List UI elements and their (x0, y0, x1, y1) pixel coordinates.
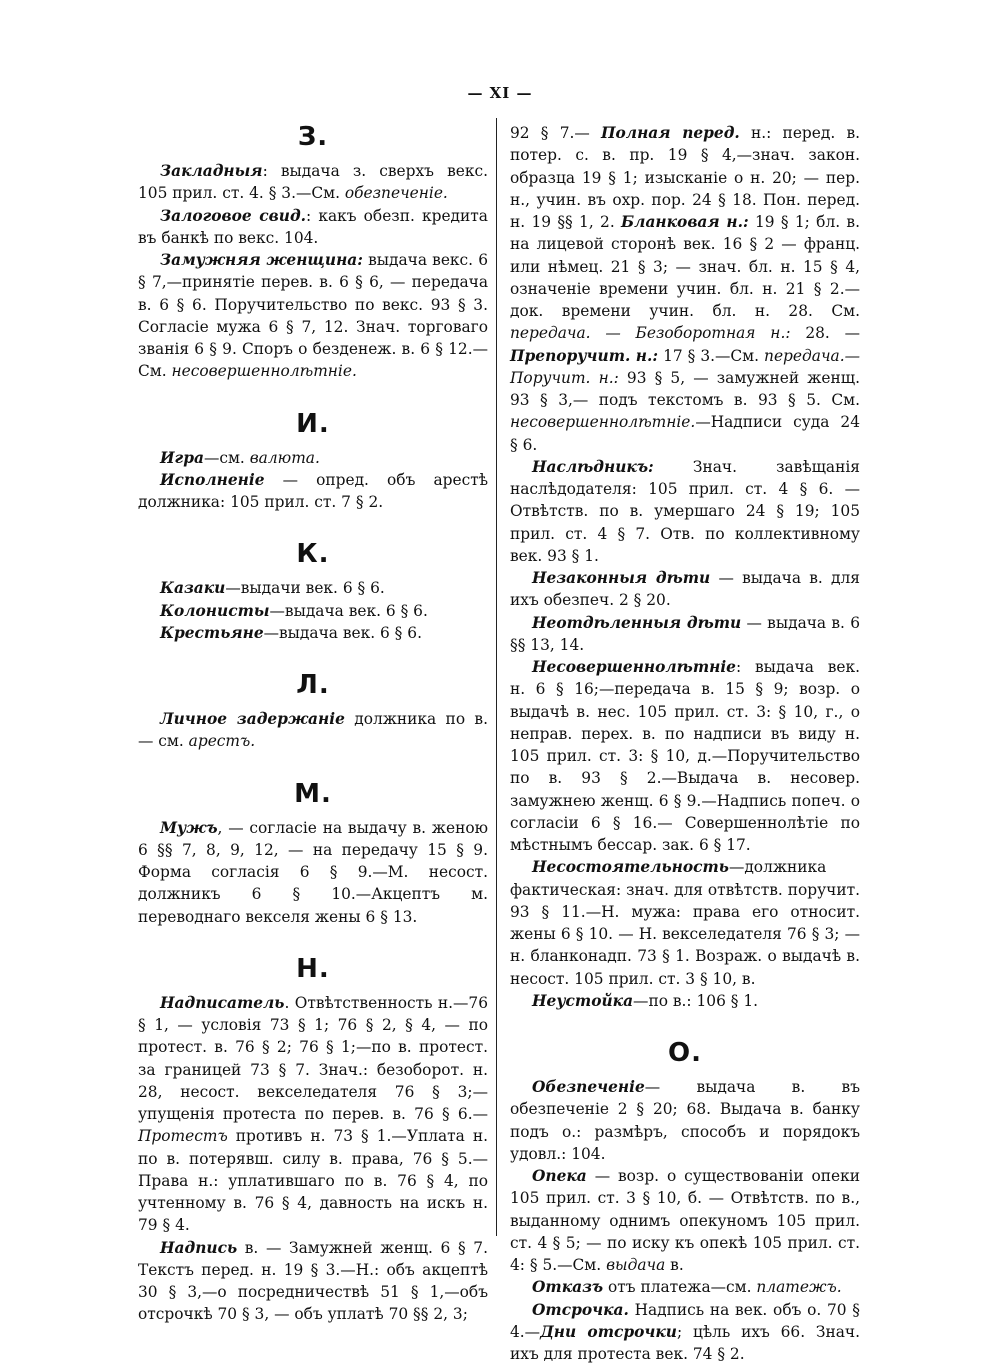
entry-text: отъ платежа—см. (603, 1278, 757, 1297)
cross-reference: передача. — Безоборотная н.: (510, 324, 791, 343)
entry-text: противъ н. 73 § 1.—Уплата н. по в. потерявш. силу в. права, 76 § 5.—Права н.: уплатившаго по в. 76 § 4, по учтенному в. 76 § 4, давность на искъ н. 79 § 4. (138, 1127, 488, 1235)
index-entry (510, 1165, 860, 1276)
entry-text: — выдача в. для ихъ обезпеч. 2 § 20. (510, 569, 860, 610)
entry-text: —по в.: 106 § 1. (633, 991, 759, 1010)
index-entry (138, 577, 488, 599)
index-entry (510, 567, 860, 612)
entry-term: Полная перед. (601, 124, 740, 142)
entry-text: —Надписи суда 24 § 6. (510, 413, 860, 454)
entry-term: Казаки (160, 579, 226, 598)
entry-text: — опред. объ арестѣ должника: 105 прил. ст. 7 § 2. (138, 470, 488, 511)
index-entry (510, 122, 860, 456)
entry-text: н.: перед. в. потер. с. в. пр. 19 § 4,—знач. закон. образца 19 § 1; изысканіе о н. 20; — пер. н., учин. въ охр. пор. 24 § 18. Пон. перед. н. 19 §§ 1, 2. (510, 124, 861, 231)
index-entry (138, 1237, 488, 1326)
entry-text: должника по в. — см. (138, 710, 488, 751)
section-letter: Л. (296, 670, 330, 700)
entry-term: Надпись (160, 1238, 238, 1257)
entry-term: Отсрочка. (532, 1300, 629, 1319)
entry-text: в. (665, 1256, 684, 1274)
index-entry (510, 1299, 860, 1365)
page-number: — XI — (467, 84, 533, 102)
index-entry (138, 249, 488, 383)
entry-term: Отказъ (532, 1278, 604, 1297)
cross-reference: несовершеннолѣтніе. (510, 413, 696, 432)
entry-term: Обезпеченіе (532, 1078, 645, 1096)
entry-text: 17 § 3.—См. (658, 346, 765, 365)
index-entry (510, 456, 860, 567)
cross-reference: обезпеченіе. (344, 184, 448, 203)
entry-term: Несовершеннолѣтніе (532, 658, 736, 676)
entry-term: Надписатель (160, 993, 285, 1012)
section-letter: З. (297, 122, 329, 152)
index-entry (510, 612, 860, 657)
entry-text: 93 § 5, — замужней женщ. 93 § 3,— подъ текстомъ в. 93 § 5. См. (510, 368, 860, 409)
index-entry (510, 1076, 860, 1165)
section-letter: О. (668, 1038, 702, 1068)
entry-text: —см. (203, 448, 250, 467)
entry-text: —должника фактическая: знач. для отвѣтств. поручит. 93 § 11.—Н. мужа: права его относит. жены 6 § 10. — Н. векселедателя 76 § 3; — н. бланконадп. 73 § 1. Возраж. о выдачѣ в. несост. 105 прил. ст. 3 § 10, в. (510, 858, 860, 988)
entry-term: Бланковая н.: (621, 213, 749, 231)
index-entry (138, 817, 488, 928)
entry-text: 19 § 1; бл. в. на лицевой сторонѣ век. 16 § 2 — франц. или нѣмец. 21 § 3; — знач. бл. н. 15 § 4, означеніе времени учин. бл. н. 21 § 2.—док. времени учин. бл. н. 28. См. (510, 213, 860, 320)
index-entry (138, 447, 488, 469)
section-letter: М. (294, 778, 332, 809)
entry-term: Мужъ (160, 818, 218, 837)
entry-term: Крестьяне (160, 623, 264, 642)
index-entry (138, 992, 488, 1237)
entry-term: Дни отсрочки (540, 1322, 677, 1341)
index-entry (138, 469, 488, 514)
index-entry (510, 1276, 860, 1298)
entry-term: Опека (532, 1167, 587, 1185)
index-entry (510, 856, 860, 990)
cross-reference: арестъ. (188, 732, 256, 751)
section-letter: И. (296, 408, 330, 439)
entry-text: ; цѣль ихъ 66. Знач. ихъ для протеста век. 74 § 2. (510, 1322, 860, 1363)
entry-text: Знач. завѣщанія наслѣдодателя: 105 прил. ст. 4 § 6. — Отвѣтств. по в. умершаго 24 § 19; 105 прил. ст. 4 § 7. Отв. по коллективному век. 93 § 1. (510, 457, 860, 565)
entry-text: : выдача з. сверхъ векс. 105 прил. ст. 4. § 3.—См. (138, 162, 488, 203)
entry-text: Надпись на век. объ о. 70 § 4.— (510, 1300, 860, 1341)
entry-term: Незаконныя дѣти (532, 569, 711, 587)
entry-text: : выдача век. н. 6 § 16;—передача в. 15 § 9; возр. о выдачѣ в. нес. 105 прил. ст. 3: § 10, г., о неправ. перех. в. по надписи въ виду н. 105 прил. ст. 3: § 10, д.—Поручительство по в. 93 § 2.—Выдача в. несовер. замужнею женщ. 6 § 9.—Надпись попеч. о согласіи 6 § 16.— Совершеннолѣтіе по мѣстнымъ бессар. зак. 6 § 17. (510, 658, 860, 854)
entry-term: Наслѣдникъ: (532, 457, 654, 476)
section-letter: Н. (296, 953, 330, 984)
entry-text: 92 § 7.— (510, 124, 601, 142)
entry-term: Личное задержаніе (160, 710, 345, 728)
entry-text: , — согласіе на выдачу в. женою 6 §§ 7, 8, 9, 12, — на передачу 15 § 9. Форма согласія 6 § 9.—М. несост. должникъ 6 § 10.—Акцептъ м. переводнаго векселя жены 6 § 13. (138, 818, 488, 926)
entry-text: : какъ обезп. кредита въ банкѣ по векс. 104. (138, 206, 488, 247)
cross-reference: несовершеннолѣтніе. (171, 362, 357, 381)
entry-text: — выдача в. въ обезпеченіе 2 § 20; 68. Выдача в. банку подъ о.: размѣръ, способъ и порядокъ удовл.: 104. (510, 1078, 860, 1163)
entry-term: Исполненіе (160, 470, 265, 489)
index-entry (138, 205, 488, 250)
left-column (138, 122, 488, 1326)
cross-reference: валюта. (249, 448, 320, 467)
section-letter: К. (296, 539, 330, 570)
entry-term: Залоговое свид. (160, 206, 307, 225)
entry-text: —выдача век. 6 § 6. (263, 623, 422, 642)
cross-reference: платежъ. (756, 1278, 842, 1297)
cross-reference: передача.— Поручит. н.: (510, 346, 860, 387)
entry-text: —выдачи век. 6 § 6. (225, 579, 385, 598)
index-entry (510, 990, 860, 1012)
cross-reference: выдача (606, 1256, 666, 1274)
index-entry (510, 656, 860, 856)
entry-text: выдача векс. 6 § 7,—принятіе перев. в. 6 § 6, — передача в. 6 § 6. Поручительство по векс. 93 § 3. Согласіе мужа 6 § 7, 12. Знач. торговаго званія 6 § 9. Споръ о безденеж. в. 6 § 12.— См. (138, 251, 488, 381)
index-entry (138, 622, 488, 644)
index-entry (138, 708, 488, 753)
entry-term: Неустойка (532, 991, 634, 1010)
entry-term: Замужняя женщина: (160, 251, 363, 269)
entry-text: 28. — (790, 324, 861, 343)
entry-term: Несостоятельность (532, 858, 729, 877)
entry-text: — выдача в. 6 §§ 13, 14. (510, 613, 860, 654)
entry-term: Игра (160, 448, 204, 467)
cross-reference: Протестъ (138, 1127, 228, 1146)
right-column (510, 122, 860, 1365)
entry-term: Закладныя (160, 162, 263, 180)
entry-term: Препоручит. н.: (510, 346, 659, 365)
entry-text: — возр. о существованіи опеки 105 прил. ст. 3 § 10, б. — Отвѣтств. по в., выданному однимъ опекуномъ 105 прил. ст. 4 § 5; — по иску къ опекѣ 105 прил. ст. 4: § 5.—См. (510, 1167, 860, 1274)
entry-term: Неотдѣленныя дѣти (532, 613, 742, 632)
index-entry (138, 600, 488, 622)
column-divider (496, 118, 497, 1236)
entry-text: в. — Замужней женщ. 6 § 7. Текстъ перед. н. 19 § 3.—Н.: объ акцептѣ 30 § 3,—о посредничествѣ 51 § 1,—объ отсрочкѣ 70 § 3, — объ уплатѣ 70 §§ 2, 3; (138, 1238, 488, 1324)
index-entry (138, 160, 488, 205)
entry-text: . Отвѣтственность н.—76 § 1, — условія 73 § 1; 76 § 2, § 4, — по протест. в. 76 § 2; 76 § 1;—по в. протест. за границей 73 § 7. Знач.: безоборот. н. 28, несост. векселедателя 76 § 3;—упущенія протеста по перев. в. 76 § 6.— (138, 993, 488, 1123)
entry-text: —выдача век. 6 § 6. (269, 601, 428, 620)
entry-term: Колонисты (160, 601, 270, 620)
